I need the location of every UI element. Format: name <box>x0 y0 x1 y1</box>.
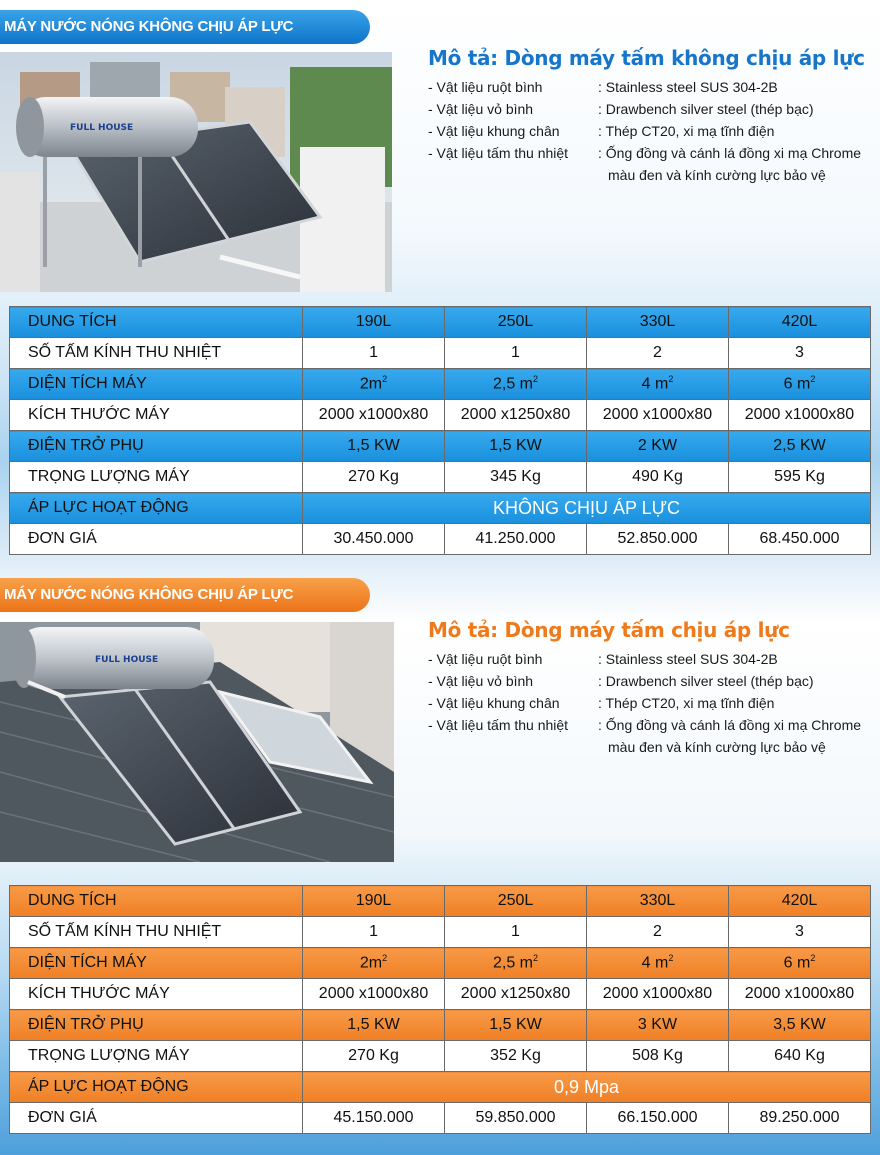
table-cell: 66.150.000 <box>587 1103 729 1134</box>
spec-value <box>598 142 878 186</box>
spec-row <box>428 142 878 186</box>
spec-value: : Thép CT20, xi mạ tĩnh điện <box>598 123 775 139</box>
table-cell: 345 Kg <box>445 462 587 493</box>
table-row-area <box>10 369 871 400</box>
table-cell: 3,5 KW <box>728 1010 870 1041</box>
row-label: TRỌNG LƯỢNG MÁY <box>10 1041 303 1072</box>
table-cell: 2000 x1000x80 <box>728 979 870 1010</box>
table-cell: 640 Kg <box>728 1041 870 1072</box>
area-unit-sup: 2 <box>533 374 539 385</box>
table-cell: 2 KW <box>587 431 729 462</box>
spec-row <box>428 670 878 692</box>
table-cell <box>303 369 445 400</box>
spec-value: : Thép CT20, xi mạ tĩnh điện <box>598 695 775 711</box>
spec-value-line: : Ống đồng và cánh lá đồng xi mạ Chrome <box>598 717 862 733</box>
table-cell: 420L <box>728 307 870 338</box>
table-cell: 420L <box>728 886 870 917</box>
table-cell: 1 <box>303 338 445 369</box>
table-cell <box>728 369 870 400</box>
row-label: ÁP LỰC HOẠT ĐỘNG <box>10 1072 303 1103</box>
row-label: KÍCH THƯỚC MÁY <box>10 979 303 1010</box>
table-cell: 330L <box>587 307 729 338</box>
table-cell <box>303 948 445 979</box>
row-label: DIỆN TÍCH MÁY <box>10 948 303 979</box>
pressure-value: KHÔNG CHỊU ÁP LỰC <box>303 493 871 524</box>
table-cell: 1 <box>303 917 445 948</box>
area-unit-sup: 2 <box>382 953 388 964</box>
spec-value-continuation: màu đen và kính cường lực bảo vệ <box>608 167 826 183</box>
table-row-heater <box>10 431 871 462</box>
row-label: ĐIỆN TRỞ PHỤ <box>10 431 303 462</box>
table-cell: 45.150.000 <box>303 1103 445 1134</box>
table-cell: 41.250.000 <box>445 524 587 555</box>
row-label: TRỌNG LƯỢNG MÁY <box>10 462 303 493</box>
table-cell: 270 Kg <box>303 1041 445 1072</box>
table-cell: 250L <box>445 307 587 338</box>
area-value: 6 m <box>783 375 811 393</box>
spec-row <box>428 76 878 98</box>
table-cell: 490 Kg <box>587 462 729 493</box>
spec-value: : Stainless steel SUS 304-2B <box>598 651 778 667</box>
table-cell: 2 <box>587 338 729 369</box>
table-cell: 508 Kg <box>587 1041 729 1072</box>
spec-value: : Drawbench silver steel (thép bạc) <box>598 101 814 117</box>
spec-label: - Vật liệu khung chân <box>428 123 560 139</box>
spec-table <box>9 885 871 1134</box>
table-cell: 1,5 KW <box>445 1010 587 1041</box>
table-cell: 52.850.000 <box>587 524 729 555</box>
table-row-weight <box>10 1041 871 1072</box>
spec-row <box>428 98 878 120</box>
table-cell: 1 <box>445 338 587 369</box>
table-row-heater <box>10 1010 871 1041</box>
table-cell: 2 <box>587 917 729 948</box>
spec-value: : Drawbench silver steel (thép bạc) <box>598 673 814 689</box>
table-row-capacity <box>10 307 871 338</box>
table-row-weight <box>10 462 871 493</box>
solar-heater-rooftop-image <box>0 52 392 292</box>
section-non-pressure <box>0 0 880 570</box>
area-unit-sup: 2 <box>810 953 816 964</box>
table-cell: 3 <box>728 917 870 948</box>
row-label: SỐ TẤM KÍNH THU NHIỆT <box>10 917 303 948</box>
table-cell: 595 Kg <box>728 462 870 493</box>
section-banner: MÁY NƯỚC NÓNG KHÔNG CHỊU ÁP LỰC <box>0 10 370 44</box>
table-cell: 2000 x1000x80 <box>587 979 729 1010</box>
spec-value-line: : Ống đồng và cánh lá đồng xi mạ Chrome <box>598 145 862 161</box>
table-row-panels <box>10 338 871 369</box>
area-unit-sup: 2 <box>668 953 674 964</box>
product-description <box>428 618 878 758</box>
table-row-size <box>10 979 871 1010</box>
spec-label: - Vật liệu tấm thu nhiệt <box>428 717 569 733</box>
area-value: 4 m <box>641 375 669 393</box>
pressure-value: 0,9 Mpa <box>303 1072 871 1103</box>
product-description <box>428 46 878 186</box>
area-value: 2m <box>359 954 383 972</box>
row-label: ĐIỆN TRỞ PHỤ <box>10 1010 303 1041</box>
spec-value: : Stainless steel SUS 304-2B <box>598 79 778 95</box>
table-cell: 190L <box>303 886 445 917</box>
table-cell: 352 Kg <box>445 1041 587 1072</box>
brand-logo: FULL HOUSE <box>70 123 134 133</box>
table-cell <box>587 369 729 400</box>
area-value: 2,5 m <box>492 375 533 393</box>
table-cell: 2000 x1250x80 <box>445 400 587 431</box>
table-row-pressure <box>10 1072 871 1103</box>
table-cell: 1,5 KW <box>303 1010 445 1041</box>
table-cell: 190L <box>303 307 445 338</box>
table-cell <box>587 948 729 979</box>
table-cell: 2000 x1000x80 <box>728 400 870 431</box>
table-cell: 3 KW <box>587 1010 729 1041</box>
table-row-price <box>10 1103 871 1134</box>
table-cell: 270 Kg <box>303 462 445 493</box>
product-photo <box>0 52 392 292</box>
table-cell: 1 <box>445 917 587 948</box>
solar-heater-roof-image <box>0 622 394 862</box>
spec-value-continuation: màu đen và kính cường lực bảo vệ <box>608 739 826 755</box>
table-cell: 3 <box>728 338 870 369</box>
table-cell: 59.850.000 <box>445 1103 587 1134</box>
area-value: 6 m <box>783 954 811 972</box>
spec-row <box>428 692 878 714</box>
spec-label: - Vật liệu ruột bình <box>428 651 543 667</box>
description-title: Mô tả: Dòng máy tấm chịu áp lực <box>428 618 790 642</box>
area-unit-sup: 2 <box>382 374 388 385</box>
table-cell: 68.450.000 <box>728 524 870 555</box>
table-cell: 2000 x1000x80 <box>303 979 445 1010</box>
row-label: DUNG TÍCH <box>10 307 303 338</box>
table-cell: 1,5 KW <box>303 431 445 462</box>
product-photo <box>0 622 394 862</box>
area-value: 2m <box>359 375 383 393</box>
row-label: DUNG TÍCH <box>10 886 303 917</box>
spec-row <box>428 648 878 670</box>
spec-table <box>9 306 871 555</box>
area-unit-sup: 2 <box>668 374 674 385</box>
area-value: 2,5 m <box>492 954 533 972</box>
spec-label: - Vật liệu vỏ bình <box>428 673 534 689</box>
row-label: ÁP LỰC HOẠT ĐỘNG <box>10 493 303 524</box>
section-pressure <box>0 578 880 1155</box>
table-cell: 2,5 KW <box>728 431 870 462</box>
area-value: 4 m <box>641 954 669 972</box>
spec-label: - Vật liệu khung chân <box>428 695 560 711</box>
brand-logo: FULL HOUSE <box>95 655 159 665</box>
description-title: Mô tả: Dòng máy tấm không chịu áp lực <box>428 46 865 70</box>
area-unit-sup: 2 <box>533 953 539 964</box>
table-cell <box>728 948 870 979</box>
table-row-size <box>10 400 871 431</box>
row-label: KÍCH THƯỚC MÁY <box>10 400 303 431</box>
table-row-capacity <box>10 886 871 917</box>
table-cell <box>445 369 587 400</box>
table-row-pressure <box>10 493 871 524</box>
table-cell: 30.450.000 <box>303 524 445 555</box>
spec-row <box>428 714 878 758</box>
spec-label: - Vật liệu tấm thu nhiệt <box>428 145 569 161</box>
row-label: DIỆN TÍCH MÁY <box>10 369 303 400</box>
table-cell <box>445 948 587 979</box>
table-cell: 2000 x1000x80 <box>587 400 729 431</box>
area-unit-sup: 2 <box>810 374 816 385</box>
section-banner: MÁY NƯỚC NÓNG KHÔNG CHỊU ÁP LỰC <box>0 578 370 612</box>
spec-label: - Vật liệu ruột bình <box>428 79 543 95</box>
table-cell: 250L <box>445 886 587 917</box>
row-label: SỐ TẤM KÍNH THU NHIỆT <box>10 338 303 369</box>
spec-row <box>428 120 878 142</box>
table-cell: 330L <box>587 886 729 917</box>
table-row-price <box>10 524 871 555</box>
table-cell: 2000 x1000x80 <box>303 400 445 431</box>
spec-value <box>598 714 878 758</box>
table-row-area <box>10 948 871 979</box>
spec-label: - Vật liệu vỏ bình <box>428 101 534 117</box>
table-row-panels <box>10 917 871 948</box>
table-cell: 2000 x1250x80 <box>445 979 587 1010</box>
table-cell: 89.250.000 <box>728 1103 870 1134</box>
table-cell: 1,5 KW <box>445 431 587 462</box>
row-label: ĐƠN GIÁ <box>10 1103 303 1134</box>
row-label: ĐƠN GIÁ <box>10 524 303 555</box>
